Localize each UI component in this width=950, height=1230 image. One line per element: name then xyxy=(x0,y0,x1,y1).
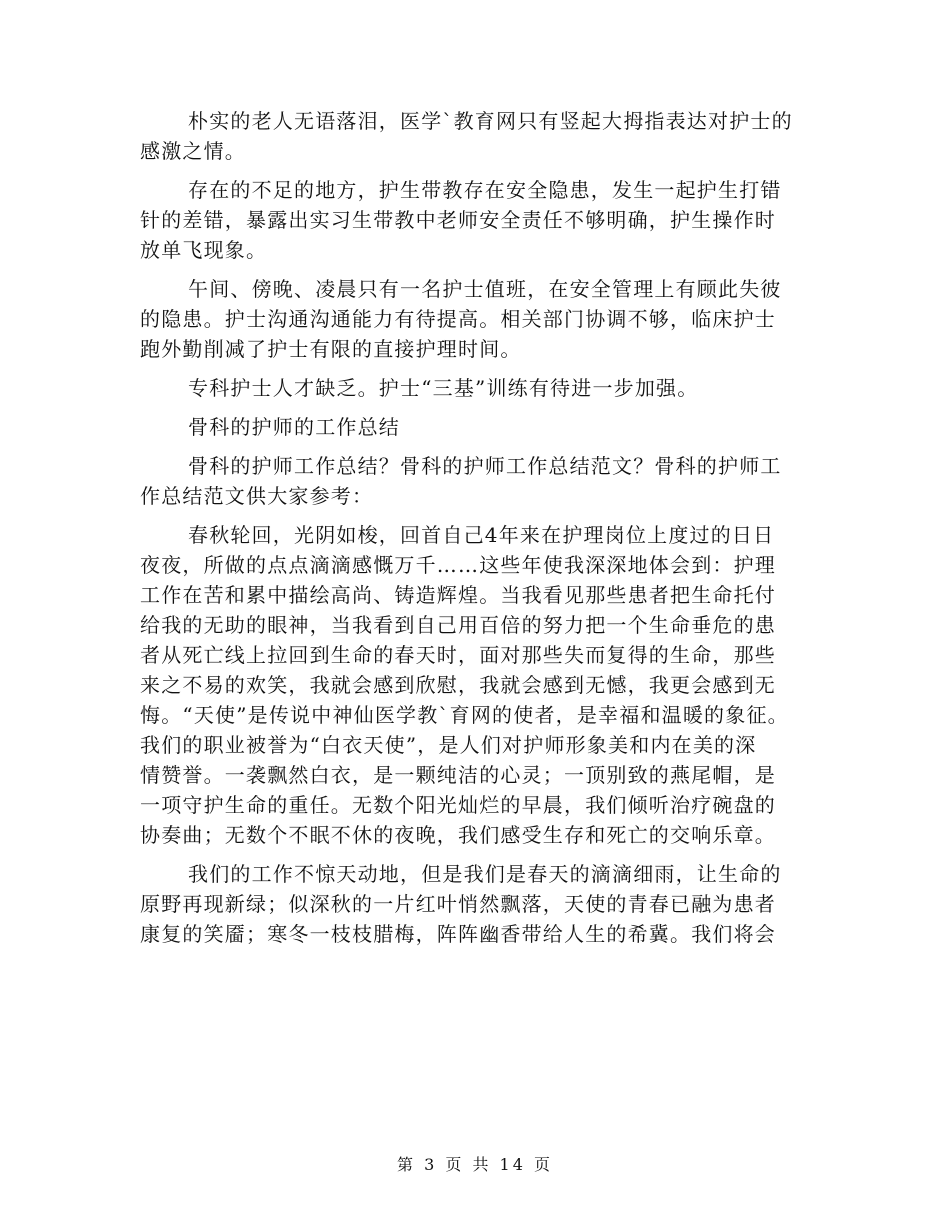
paragraph-2-line-3: 放单飞现象。 xyxy=(140,238,268,262)
paragraph-6-line-5: 者从死亡线上拉回到生命的春天时，面对那些失而复得的生命，那些 xyxy=(140,643,776,667)
paragraph-3-line-3: 跑外勤削减了护士有限的直接护理时间。 xyxy=(140,337,522,361)
paragraph-6-line-8: 我们的职业被誉为“白衣天使”，是人们对护师形象美和内在美的深 xyxy=(140,733,757,757)
paragraph-2-line-2: 针的差错，暴露出实习生带教中老师安全责任不够明确，护生操作时 xyxy=(140,208,776,232)
paragraph-7-line-1: 我们的工作不惊天动地，但是我们是春天的滴滴细雨，让生命的 xyxy=(188,862,782,886)
section-heading: 骨科的护师的工作总结 xyxy=(188,415,400,439)
paragraph-5-line-2: 作总结范文供大家参考： xyxy=(140,484,374,508)
paragraph-6-line-3: 工作在苦和累中描绘高尚、铸造辉煌。当我看见那些患者把生命托付 xyxy=(140,583,776,607)
page-footer: 第 3 页 共 14 页 xyxy=(397,1155,553,1174)
paragraph-6-line-11: 协奏曲；无数个不眠不休的夜晚，我们感受生存和死亡的交响乐章。 xyxy=(140,823,776,847)
paragraph-1-line-1: 朴实的老人无语落泪，医学`教育网只有竖起大拇指表达对护士的 xyxy=(188,109,793,133)
paragraph-6-line-9: 情赞誉。一袭飘然白衣，是一颗纯洁的心灵；一顶别致的燕尾帽，是 xyxy=(140,763,776,787)
paragraph-5-line-1: 骨科的护师工作总结？骨科的护师工作总结范文？骨科的护师工 xyxy=(188,454,782,478)
paragraph-3-line-2: 的隐患。护士沟通沟通能力有待提高。相关部门协调不够，临床护士 xyxy=(140,307,776,331)
paragraph-3-line-1: 午间、傍晚、凌晨只有一名护士值班，在安全管理上有顾此失彼 xyxy=(188,277,782,301)
paragraph-6-line-10: 一项守护生命的重任。无数个阳光灿烂的早晨，我们倾听治疗碗盘的 xyxy=(140,793,776,817)
paragraph-4-line-1: 专科护士人才缺乏。护士“三基”训练有待进一步加强。 xyxy=(188,376,699,400)
paragraph-7-line-3: 康复的笑靥；寒冬一枝枝腊梅，阵阵幽香带给人生的希冀。我们将会 xyxy=(140,922,776,946)
paragraph-6-line-4: 给我的无助的眼神，当我看到自己用百倍的努力把一个生命垂危的患 xyxy=(140,613,776,637)
paragraph-6-line-7: 悔。“天使”是传说中神仙医学教`育网的使者，是幸福和温暖的象征。 xyxy=(140,703,789,727)
paragraph-2-line-1: 存在的不足的地方，护生带教存在安全隐患，发生一起护生打错 xyxy=(188,178,782,202)
paragraph-7-line-2: 原野再现新绿；似深秋的一片红叶悄然飘落，天使的青春已融为患者 xyxy=(140,892,776,916)
paragraph-1-line-2: 感激之情。 xyxy=(140,139,246,163)
paragraph-6-line-6: 来之不易的欢笑，我就会感到欣慰，我就会感到无憾，我更会感到无 xyxy=(140,673,776,697)
document-body xyxy=(140,106,820,949)
paragraph-6-line-2: 夜夜，所做的点点滴滴感慨万千……这些年使我深深地体会到：护理 xyxy=(140,553,776,577)
paragraph-6-line-1: 春秋轮回，光阴如梭，回首自己4年来在护理岗位上度过的日日 xyxy=(188,523,775,547)
